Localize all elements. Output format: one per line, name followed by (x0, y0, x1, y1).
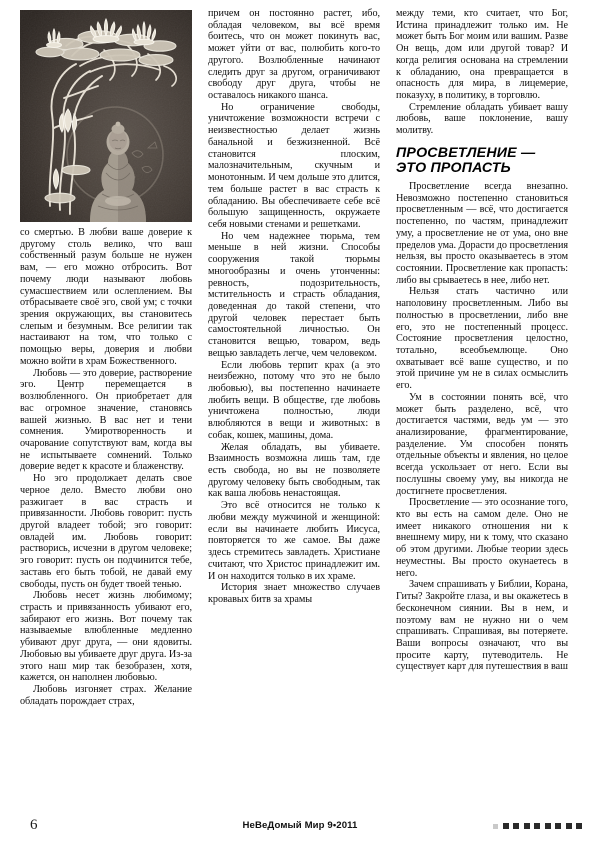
paragraph: Любовь несет жизнь любимому; страсть и привязанность убивают его, забирают его жизнь. Вот почему так называемые влюбленные медленно убивают друг друга, — они ядовиты. Любовью вы убиваете друг друга. Из-за этого наш мир так безобразен, хотя, кажется, он наполнен любовью. (20, 590, 192, 684)
paragraph: Любовь изгоняет страх. Желание обладать порождает страх, (20, 684, 192, 707)
paragraph: Нельзя стать частично или наполовину просветленным. Либо вы полностью в просветлении, либо вне его, это не постепенный процесс. Состояние просветления целостно, тотально, всеобъемлюще. Оно охватывает всё ваше существо, и по этой причине ум не в силах осмыслить его. (396, 286, 568, 392)
paragraph: со смертью. В любви ваше доверие к другому столь велико, что ваш собственный разум больше не нужен вам, — его можно отбросить. Вот почему люди называют любовь сумасшествием или ослеплением. Вы отбрасываете своё эго, свой ум; с точки зрения окружающих, вы становитесь слепым и безумным. Все религии так настаивают на том, что только с помощью веры, доверия и любви можно войти в храм Божественного. (20, 227, 192, 367)
ornament-square (545, 823, 551, 829)
buddha-lotus-illustration (20, 10, 192, 222)
paragraph: Если любовь терпит крах (а это неизбежно, потому что это не было любовью), вы постепенно начинаете любить вещи. В обществе, где любовь уничтожена полностью, люди влюбляются в вещи и животных: в собак, кошек, машины, дома. (208, 359, 380, 441)
column-right (396, 8, 568, 820)
paragraph: Ум в состоянии понять всё, что может быть разделено, всё, что достигается частями, ведь ум — это анализирование, фрагментирование, разделение. Ум способен понять отдельные объекты и явления, но целое всегда ускользает от него. Если вы послушны своему уму, вы никогда не достигнете просветления. (396, 391, 568, 497)
column-left (20, 8, 192, 820)
paragraph: История знает множество случаев кровавых битв за храмы (208, 582, 380, 605)
ornament-square (555, 823, 561, 829)
footer-ornament (493, 823, 582, 829)
paragraph: Любовь — это доверие, растворение эго. Центр перемещается в возлюбленного. Он приобретает для вас огромное значение, становясь вашей жизнью. В вас нет и тени сомнения. Умиротворенность и очарование сопутствуют вам, когда вы не испытываете сомнений. Только доверие ведет к красоте и блаженству. (20, 367, 192, 473)
magazine-masthead: НеВеДомый Мир 9•2011 (242, 820, 358, 831)
ornament-square (513, 823, 519, 829)
paragraph: Стремление обладать убивает вашу любовь, ваше поклонение, вашу молитву. (396, 101, 568, 137)
illustration-artwork (20, 10, 192, 222)
paragraph: Просветление — это осознание того, кто вы есть на самом деле. Оно не имеет никакого отношения ни к внешнему миру, ни к тому, что сказано об этом другими. Любые теории здесь неуместны. Вы просто окунаетесь в него. (396, 497, 568, 579)
ornament-square (576, 823, 582, 829)
column-middle (208, 8, 380, 820)
article-headline: ПРОСВЕТЛЕНИЕ — ЭТО ПРОПАСТЬ (396, 144, 536, 177)
paragraph: Просветление всегда внезапно. Невозможно постепенно становиться просветленным — всё, что достигается постепенно, по частям, принадлежит уму, а просветление не от ума, оно вне пределов ума. Дорасти до просветления нельзя, вы просто оказываетесь в этом состоянии. Просветление как пропасть: либо вы срываетесь в нее, либо нет. (396, 180, 568, 286)
paragraph: Но эго продолжает делать свое черное дело. Вместо любви оно разжигает в вас страсть и привязанности. Любовь говорит: пусть другой владеет тобой; эго говорит: овладей им. Любовь говорит: растворись, исчезни в другом человеке; эго говорит: пусть он подчинится тебе, заставь его быть тобой, не давай ему свободы, пусть он будет твоей тенью. (20, 473, 192, 590)
ornament-square (534, 823, 540, 829)
paragraph: причем он постоянно растет, ибо, обладая человеком, вы всё время боитесь, что он может покинуть вас, может уйти от вас, полюбить кого-то другого. Возлюбленные начинают следить друг за другом, ограничивают свободу друг друга, чтобы не оставалось никакого шанса. (208, 8, 380, 102)
paragraph: Но ограничение свободы, уничтожение возможности встречи с неизвестностью делает жизнь банальной и безжизненной. Всё становится плоским, малозначительным, скучным и монотонным. И чем дольше это длится, тем больше растет в вас страсть к обладанию. Вы обеспечиваете себе всё большую защищенность, окружаете себя новыми стенами и решетками. (208, 101, 380, 230)
page-number: 6 (30, 817, 38, 833)
paragraph: Желая обладать, вы убиваете. Взаимность возможна лишь там, где есть свобода, но вы не позволяете другому человеку быть свободным, так как ваша любовь ненастоящая. (208, 441, 380, 500)
ornament-square (493, 824, 498, 829)
ornament-square (524, 823, 530, 829)
page-footer (0, 815, 600, 867)
paragraph: Зачем спрашивать у Библии, Корана, Гиты? Закройте глаза, и вы окажетесь в бесконечном сиянии. Вы в нем, и поэтому вам не нужно ни о чем спрашивать. Спрашивая, вы потеряете. Ваши вопросы означают, что вы просите карту, путеводитель. Не существует карт для путешествия в ваш (396, 579, 568, 673)
ornament-square (566, 823, 572, 829)
paragraph: Но чем надежнее тюрьма, тем меньше в ней жизни. Способы сооружения такой тюрьмы многообразны и очень утонченны: ревность, подозрительность, мстительность и страсть обладания, доведенная до такой степени, что другой человек перестает быть самостоятельной личностью. Он становится вещью, товаром, ведь вещью завладеть легче, чем человеком. (208, 230, 380, 359)
ornament-square (503, 823, 509, 829)
three-column-layout (20, 8, 582, 820)
paragraph: между теми, кто считает, что Бог, Истина принадлежит только им. Не может быть Бог моим или вашим. Разве Он вещь, дом или другой товар? И когда религия основана на стремлении к обладанию, она превращается в опасность для мира, в лицемерие, показуху, в политику, в торговлю. (396, 8, 568, 102)
paragraph: Это всё относится не только к любви между мужчиной и женщиной: если вы начинаете любить Иисуса, повторяется то же самое. Вы даже здесь стремитесь завладеть. Христиане считают, что Христос принадлежит им. И он находится только в их храме. (208, 500, 380, 582)
